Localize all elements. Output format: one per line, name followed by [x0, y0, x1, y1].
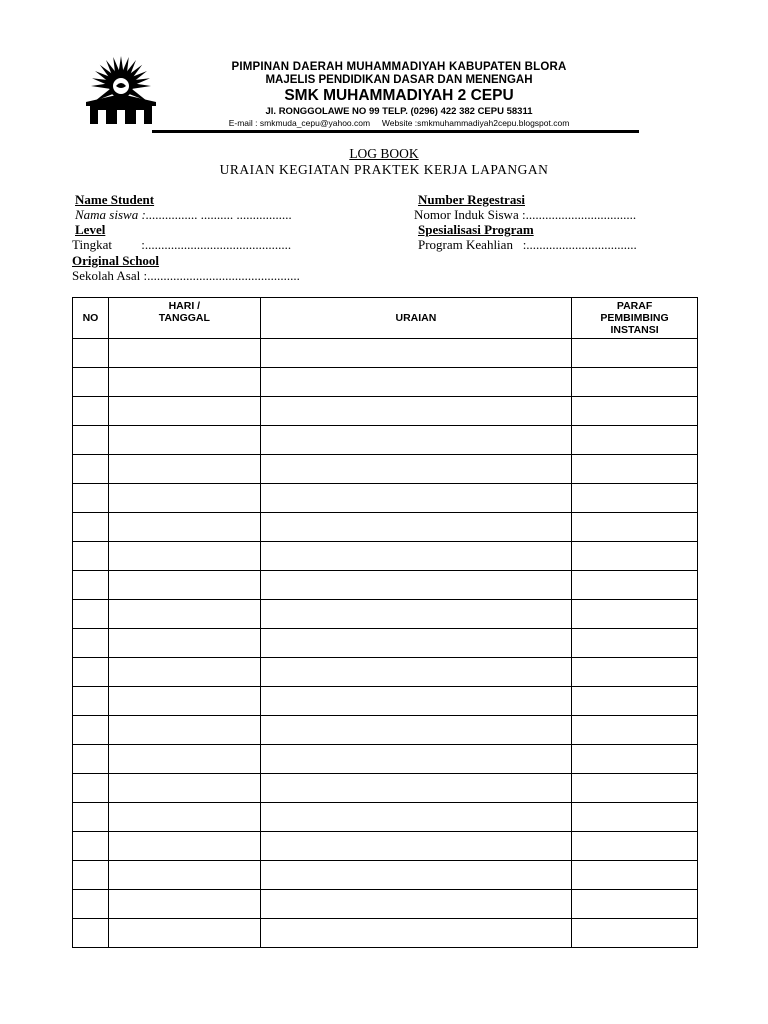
table-row	[73, 687, 698, 716]
cell-no	[73, 716, 109, 745]
school-heading: Original School	[72, 253, 160, 268]
school-name: SMK MUHAMMADIYAH 2 CEPU	[284, 87, 514, 104]
cell-paraf	[572, 397, 698, 426]
table-row	[73, 368, 698, 397]
cell-no	[73, 600, 109, 629]
council-name: MAJELIS PENDIDIKAN DASAR DAN MENENGAH	[265, 74, 533, 86]
cell-paraf	[572, 484, 698, 513]
cell-no	[73, 484, 109, 513]
cell-no	[73, 861, 109, 890]
cell-no	[73, 919, 109, 948]
col-header-paraf-line3: INSTANSI	[610, 324, 659, 336]
cell-hari-tanggal	[108, 890, 260, 919]
table-row	[73, 774, 698, 803]
cell-hari-tanggal	[108, 397, 260, 426]
cell-uraian	[260, 455, 571, 484]
cell-uraian	[260, 745, 571, 774]
muhammadiyah-sun-logo-icon	[84, 54, 158, 128]
cell-hari-tanggal	[108, 919, 260, 948]
table-row	[73, 919, 698, 948]
cell-uraian	[260, 716, 571, 745]
cell-paraf	[572, 542, 698, 571]
cell-hari-tanggal	[108, 484, 260, 513]
cell-uraian	[260, 861, 571, 890]
cell-uraian	[260, 774, 571, 803]
org-name: PIMPINAN DAERAH MUHAMMADIYAH KABUPATEN BLORA	[231, 61, 567, 73]
cell-paraf	[572, 687, 698, 716]
cell-paraf	[572, 919, 698, 948]
cell-no	[73, 513, 109, 542]
cell-uraian	[260, 629, 571, 658]
school-field: Sekolah Asal :...............................................	[72, 268, 300, 283]
table-row	[73, 716, 698, 745]
cell-hari-tanggal	[108, 571, 260, 600]
table-row	[73, 542, 698, 571]
cell-hari-tanggal	[108, 600, 260, 629]
cell-no	[73, 745, 109, 774]
cell-hari-tanggal	[108, 629, 260, 658]
col-header-hari	[108, 298, 260, 339]
cell-hari-tanggal	[108, 455, 260, 484]
cell-paraf	[572, 832, 698, 861]
cell-uraian	[260, 513, 571, 542]
table-row	[73, 339, 698, 368]
cell-paraf	[572, 745, 698, 774]
col-header-paraf-line1: PARAF	[616, 300, 653, 312]
cell-hari-tanggal	[108, 368, 260, 397]
table-row	[73, 571, 698, 600]
cell-no	[73, 658, 109, 687]
cell-no	[73, 832, 109, 861]
cell-no	[73, 542, 109, 571]
cell-hari-tanggal	[108, 339, 260, 368]
cell-paraf	[572, 629, 698, 658]
cell-no	[73, 455, 109, 484]
col-header-no: NO	[73, 298, 109, 339]
table-row	[73, 484, 698, 513]
cell-no	[73, 426, 109, 455]
cell-uraian	[260, 339, 571, 368]
number-field: Nomor Induk Siswa :..................................	[414, 207, 637, 222]
table-row	[73, 890, 698, 919]
col-header-hari-line2: TANGGAL	[158, 312, 210, 324]
cell-paraf	[572, 426, 698, 455]
cell-uraian	[260, 658, 571, 687]
cell-no	[73, 774, 109, 803]
cell-uraian	[260, 484, 571, 513]
page-subtitle: URAIAN KEGIATAN PRAKTEK KERJA LAPANGAN	[219, 162, 549, 177]
cell-hari-tanggal	[108, 716, 260, 745]
school-email: E-mail : smkmuda_cepu@yahoo.com	[228, 118, 371, 128]
cell-no	[73, 339, 109, 368]
cell-uraian	[260, 919, 571, 948]
cell-uraian	[260, 542, 571, 571]
col-header-hari-line1: HARI /	[168, 300, 201, 312]
cell-uraian	[260, 600, 571, 629]
col-header-paraf	[572, 298, 698, 339]
cell-hari-tanggal	[108, 861, 260, 890]
cell-hari-tanggal	[108, 658, 260, 687]
cell-no	[73, 629, 109, 658]
cell-no	[73, 803, 109, 832]
cell-hari-tanggal	[108, 832, 260, 861]
cell-uraian	[260, 832, 571, 861]
table-row	[73, 426, 698, 455]
cell-no	[73, 890, 109, 919]
table-row	[73, 658, 698, 687]
program-field: Program Keahlian :..................................	[418, 237, 637, 252]
table-row	[73, 861, 698, 890]
cell-paraf	[572, 455, 698, 484]
school-website: Website :smkmuhammadiyah2cepu.blogspot.com	[381, 118, 570, 128]
table-header-row	[73, 298, 698, 339]
cell-hari-tanggal	[108, 542, 260, 571]
cell-hari-tanggal	[108, 513, 260, 542]
letterhead-text	[164, 60, 634, 129]
letterhead	[80, 54, 640, 134]
cell-paraf	[572, 339, 698, 368]
name-field: Nama siswa :................ .......... .................	[75, 207, 293, 222]
level-heading: Level	[75, 222, 106, 237]
table-row	[73, 745, 698, 774]
cell-paraf	[572, 571, 698, 600]
cell-paraf	[572, 803, 698, 832]
letterhead-divider	[152, 130, 639, 133]
cell-uraian	[260, 368, 571, 397]
cell-uraian	[260, 397, 571, 426]
cell-paraf	[572, 774, 698, 803]
table-row	[73, 832, 698, 861]
name-heading: Name Student	[75, 192, 155, 207]
cell-no	[73, 397, 109, 426]
table-row	[73, 513, 698, 542]
cell-hari-tanggal	[108, 687, 260, 716]
cell-uraian	[260, 571, 571, 600]
cell-paraf	[572, 861, 698, 890]
cell-paraf	[572, 368, 698, 397]
cell-uraian	[260, 890, 571, 919]
cell-uraian	[260, 803, 571, 832]
cell-paraf	[572, 658, 698, 687]
log-table-body	[73, 339, 698, 948]
cell-no	[73, 687, 109, 716]
cell-uraian	[260, 426, 571, 455]
table-row	[73, 397, 698, 426]
level-field: Tingkat :.............................................	[72, 237, 292, 252]
table-row	[73, 600, 698, 629]
table-row	[73, 455, 698, 484]
cell-paraf	[572, 513, 698, 542]
cell-hari-tanggal	[108, 745, 260, 774]
school-address: Jl. RONGGOLAWE NO 99 TELP. (0296) 422 382 CEPU 58311	[265, 106, 533, 117]
program-heading: Spesialisasi Program	[418, 222, 534, 237]
cell-paraf	[572, 600, 698, 629]
log-table	[72, 297, 698, 948]
cell-hari-tanggal	[108, 426, 260, 455]
cell-hari-tanggal	[108, 774, 260, 803]
col-header-uraian: URAIAN	[260, 298, 571, 339]
col-header-paraf-line2: PEMBIMBING	[600, 312, 669, 324]
cell-no	[73, 571, 109, 600]
contact-line	[164, 118, 634, 129]
number-heading: Number Regestrasi	[418, 192, 525, 207]
table-row	[73, 803, 698, 832]
cell-uraian	[260, 687, 571, 716]
cell-no	[73, 368, 109, 397]
cell-paraf	[572, 890, 698, 919]
cell-hari-tanggal	[108, 803, 260, 832]
cell-paraf	[572, 716, 698, 745]
table-row	[73, 629, 698, 658]
page-title: LOG BOOK	[349, 146, 419, 161]
